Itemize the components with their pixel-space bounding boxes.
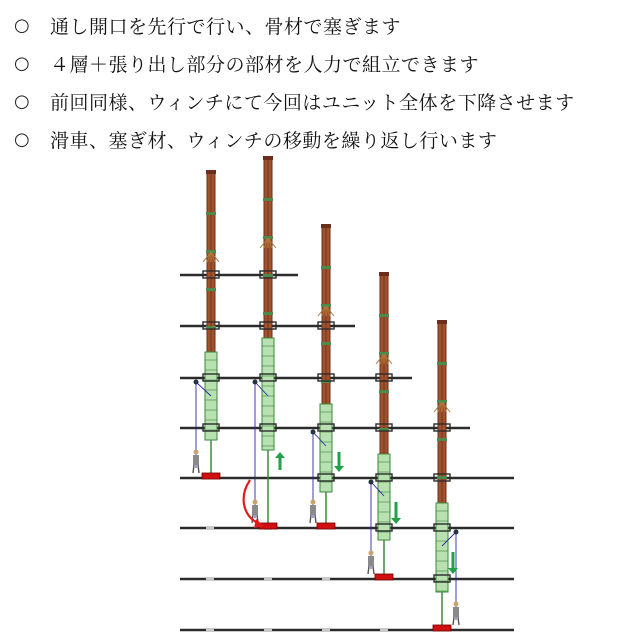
stage-2	[252, 156, 277, 529]
pulley	[454, 530, 459, 535]
mast-collar	[263, 312, 273, 315]
worker-leg	[198, 465, 199, 473]
pulley	[253, 380, 258, 385]
pulley	[369, 480, 374, 485]
worker-body	[368, 556, 374, 566]
mast-collar	[263, 274, 273, 277]
stage-1	[193, 170, 220, 479]
worker-head	[253, 500, 258, 505]
circle-bullet-icon: ○	[14, 128, 30, 150]
floor-opening-5	[322, 577, 330, 581]
down-arrow-stage-3-head	[334, 466, 344, 472]
lattice-unit	[378, 454, 390, 540]
mast-cap	[206, 170, 216, 174]
floor-opening-3	[206, 577, 214, 581]
floor-opening-8	[322, 628, 330, 632]
worker-leg	[458, 617, 459, 625]
floor-opening-9	[380, 628, 388, 632]
mast-collar	[437, 438, 447, 441]
floor-opening-1	[206, 526, 214, 530]
mast-collar	[321, 266, 331, 269]
stage-5	[433, 320, 459, 631]
mast-collar	[206, 288, 216, 291]
diagram-root	[180, 156, 514, 632]
worker-leg	[373, 566, 374, 574]
worker-head	[369, 551, 374, 556]
circle-bullet-icon: ○	[14, 14, 30, 36]
worker-body	[193, 455, 199, 465]
mast-cap	[263, 156, 273, 160]
instruction-text: ４層＋張り出し部分の部材を人力で組立できます	[50, 53, 480, 76]
worker-head	[194, 450, 199, 455]
worker-leg	[193, 465, 194, 473]
worker-body	[252, 505, 258, 515]
mast-cap	[321, 224, 331, 228]
circle-bullet-icon: ○	[14, 52, 30, 74]
down-arrow-stage-4-head	[391, 518, 401, 524]
mast-collar	[263, 198, 273, 201]
worker-head	[454, 602, 459, 607]
mast-collar	[437, 476, 447, 479]
worker-body	[453, 607, 459, 617]
floor-opening-7	[264, 628, 272, 632]
instruction-text: 通し開口を先行で行い、骨材で塞ぎます	[50, 15, 402, 38]
floor-opening-4	[264, 577, 272, 581]
worker-body	[310, 505, 316, 515]
instruction-text: 滑車、塞ぎ材、ウィンチの移動を繰り返し行います	[50, 129, 498, 152]
mast-collar	[321, 342, 331, 345]
worker-leg	[310, 515, 311, 523]
base-plate	[375, 574, 393, 580]
floor-opening-6	[206, 628, 214, 632]
stage-4	[368, 272, 393, 580]
stage-3	[310, 224, 335, 529]
pulley	[311, 430, 316, 435]
pulley	[194, 380, 199, 385]
base-plate	[202, 473, 220, 479]
worker-leg	[368, 566, 369, 574]
mast-collar	[206, 212, 216, 215]
lattice-unit	[320, 404, 332, 492]
base-plate	[317, 523, 335, 529]
worker-leg	[315, 515, 316, 523]
mast-cap	[379, 272, 389, 276]
base-plate	[433, 625, 451, 631]
mast-cap	[437, 320, 447, 324]
up-arrow-head	[275, 452, 285, 458]
down-arrow-stage-5-head	[448, 568, 458, 574]
lattice-unit	[436, 503, 448, 592]
mast-collar	[379, 314, 389, 317]
worker-leg	[453, 617, 454, 625]
circle-bullet-icon: ○	[14, 90, 30, 112]
instruction-text: 前回同様、ウィンチにて今回はユニット全体を下降させます	[50, 91, 575, 114]
lattice-unit	[262, 338, 274, 450]
worker-head	[311, 500, 316, 505]
mast-collar	[437, 362, 447, 365]
mast-collar	[379, 390, 389, 393]
